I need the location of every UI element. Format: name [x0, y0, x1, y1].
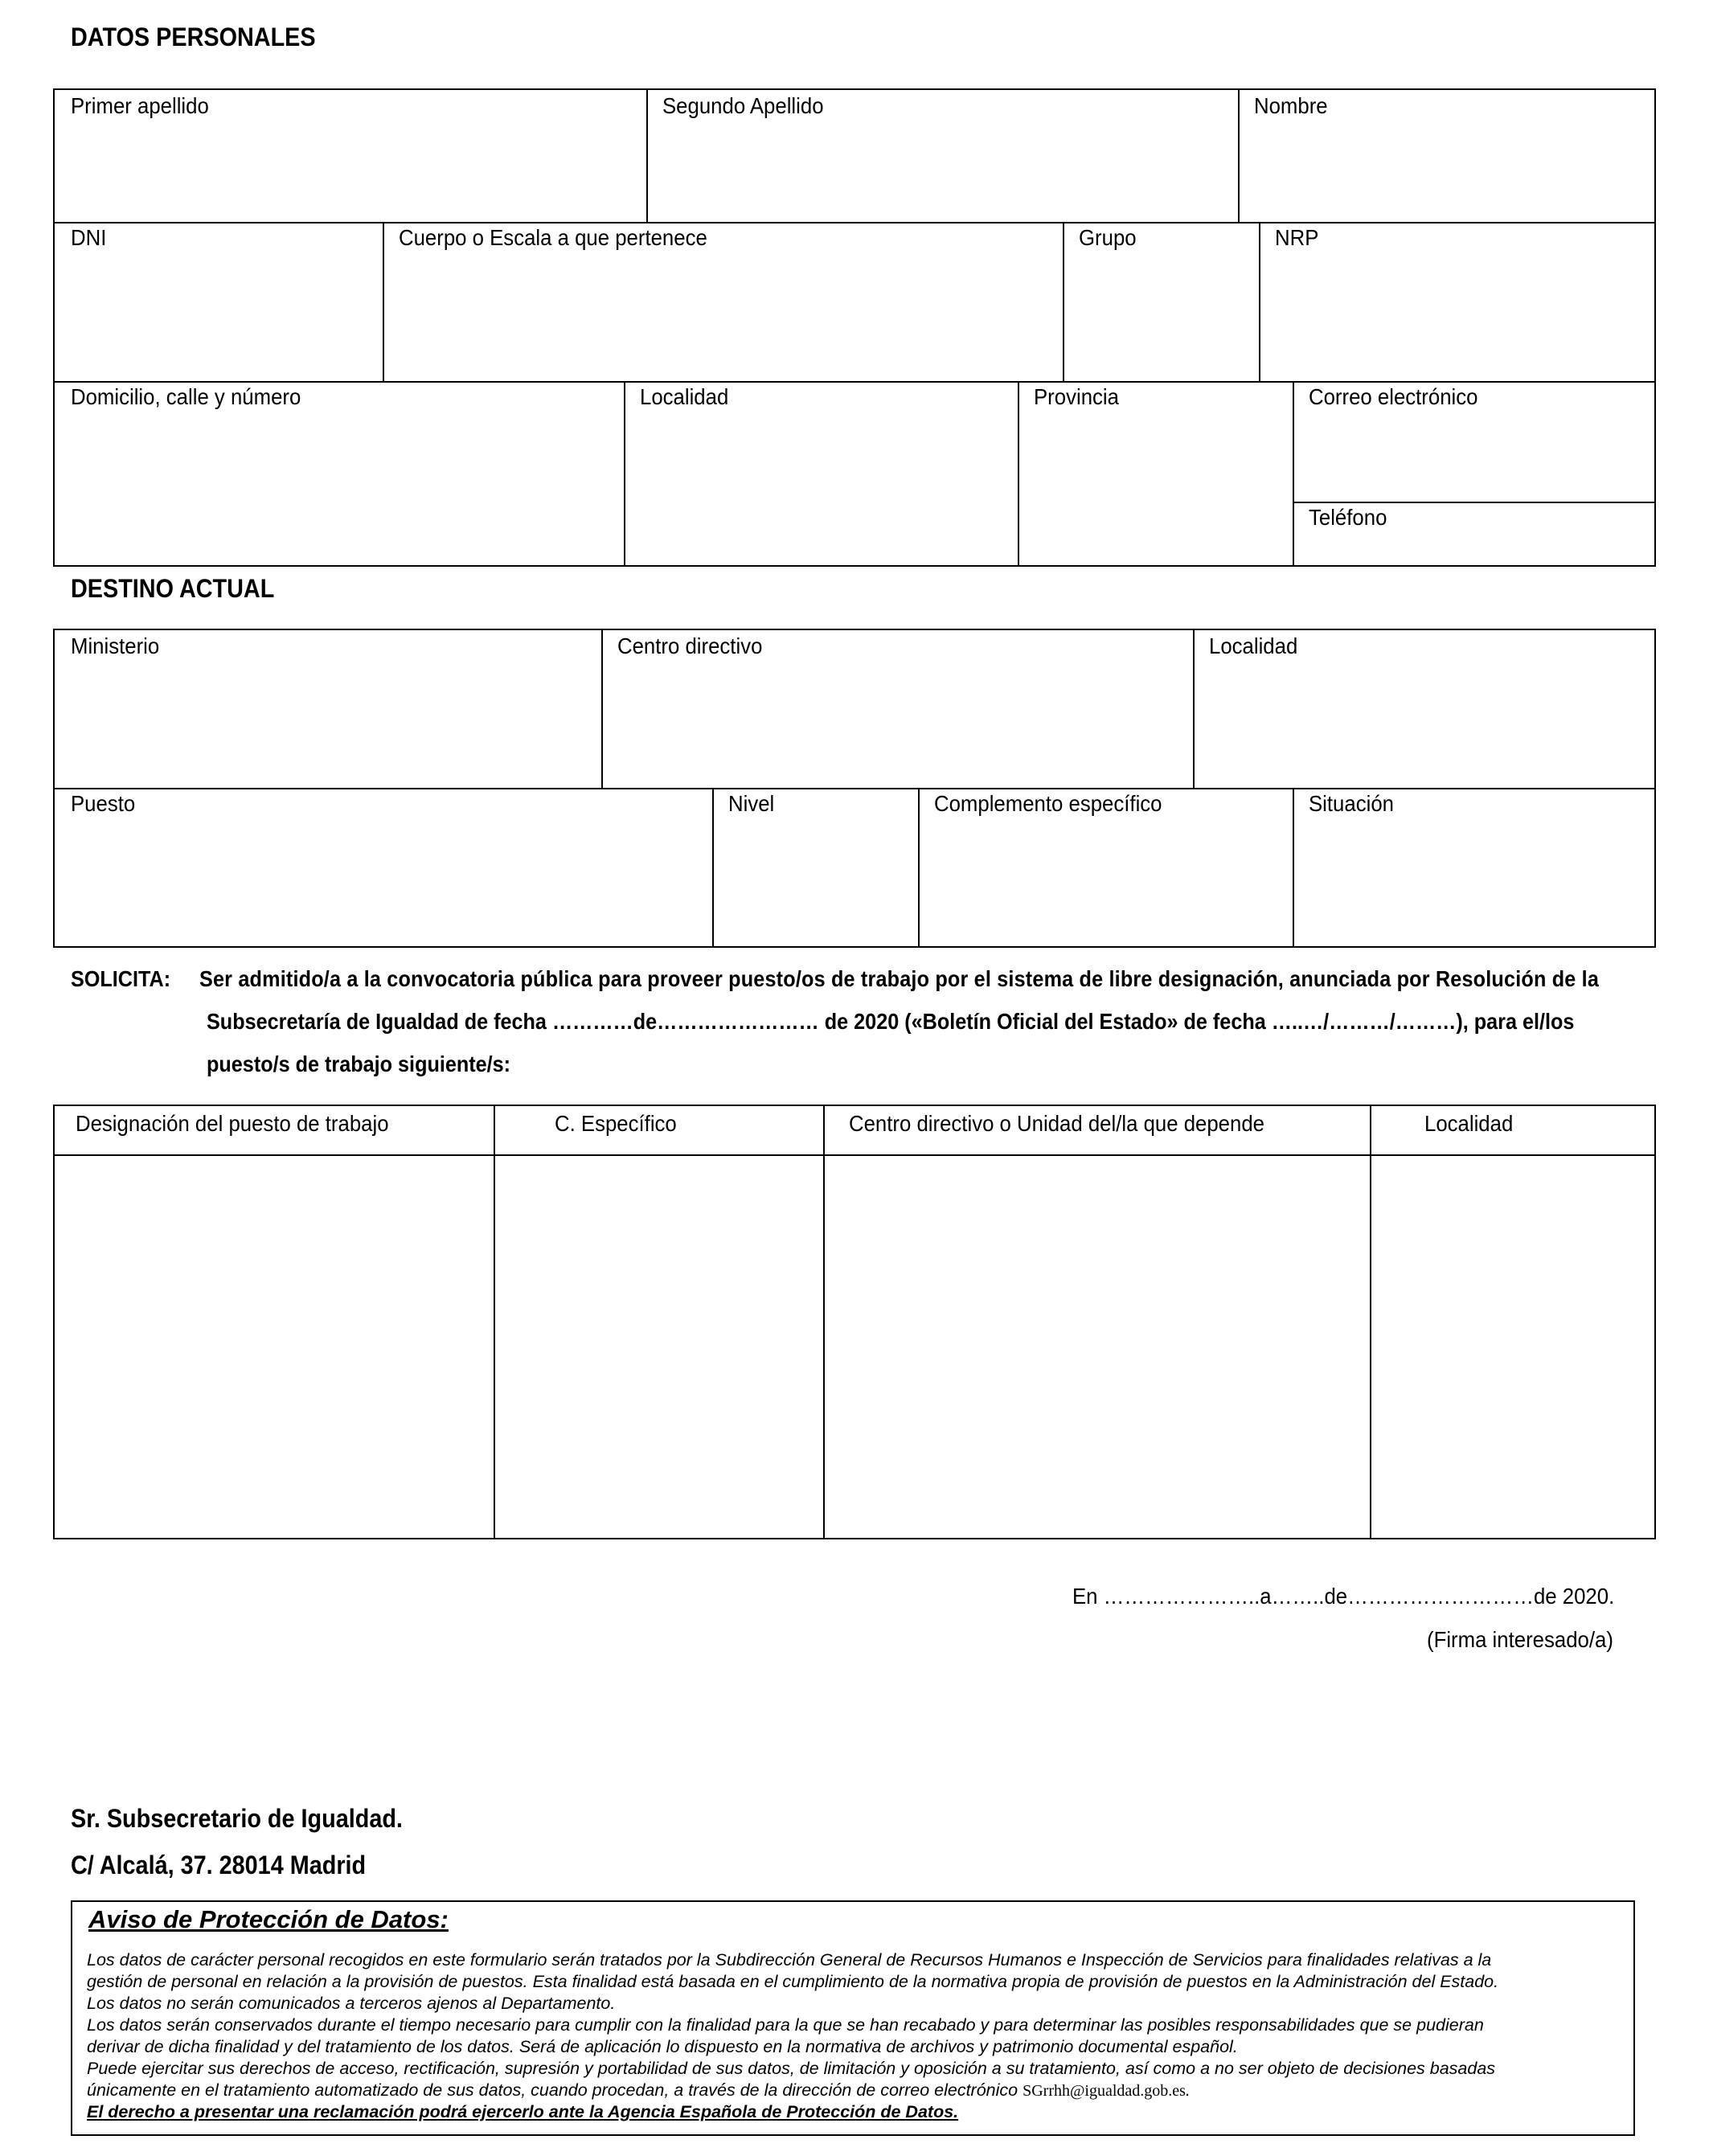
cuerpo-escala-field[interactable] [383, 222, 1063, 381]
puesto-field[interactable] [55, 788, 712, 946]
dni-field[interactable] [55, 222, 383, 381]
field-label-ministerio: Ministerio [71, 633, 160, 658]
privacy-line-3: Los datos no serán comunicados a terceros ajenos al Departamento. [87, 1994, 616, 2013]
field-label-segundo-apellido: Segundo Apellido [662, 93, 824, 118]
grupo-field[interactable] [1063, 222, 1259, 381]
c-especifico-cell[interactable] [494, 1154, 823, 1538]
firma-label: (Firma interesado/a) [1427, 1627, 1613, 1652]
field-label-cuerpo-escala: Cuerpo o Escala a que pertenece [399, 225, 707, 250]
table-header-c-especifico: C. Específico [555, 1111, 677, 1136]
privacy-email-link[interactable]: SGrrhh@igualdad.gob.es [1023, 2082, 1186, 2100]
field-label-primer-apellido: Primer apellido [71, 93, 209, 118]
personal-data-table [53, 88, 1656, 567]
field-label-telefono: Teléfono [1309, 505, 1387, 530]
table-header-localidad: Localidad [1424, 1111, 1514, 1136]
privacy-line-7-text: únicamente en el tratamiento automatizado de sus datos, cuando procedan, a través de la dirección de correo electrónico [87, 2080, 1018, 2100]
privacy-email-suffix: . [1185, 2080, 1191, 2100]
centro-directivo-cell[interactable] [823, 1154, 1370, 1538]
solicita-line-2: Subsecretaría de Igualdad de fecha …………de…………………… de 2020 («Boletín Oficial del Estado» de fecha …..…/………/………), para el/los [207, 1009, 1575, 1034]
situacion-field[interactable] [1293, 788, 1654, 946]
nivel-field[interactable] [712, 788, 918, 946]
field-label-correo: Correo electrónico [1309, 384, 1478, 409]
privacy-line-4: Los datos serán conservados durante el tiempo necesario para cumplir con la finalidad para la que se han recabado y para determinar las posibles responsabilidades que se pudieran [87, 2015, 1484, 2035]
place-date-line: En …………………..a……..de………………………de 2020. [1072, 1584, 1615, 1609]
field-label-situacion: Situación [1309, 791, 1394, 816]
correo-field[interactable] [1293, 381, 1654, 502]
privacy-line-2: gestión de personal en relación a la provisión de puestos. Esta finalidad está basada en el cumplimiento de la normativa propia de provisión de puestos en la Administración del Estado. [87, 1972, 1499, 1991]
positions-table [53, 1105, 1656, 1539]
privacy-last-line: El derecho a presentar una reclamación podrá ejercerlo ante la Agencia Española de Protección de Datos. [87, 2102, 959, 2121]
table-header-centro-directivo: Centro directivo o Unidad del/la que depende [849, 1111, 1264, 1136]
field-label-puesto: Puesto [71, 791, 136, 816]
solicita-label: SOLICITA: [71, 966, 171, 991]
privacy-line-5: derivar de dicha finalidad y del tratamiento de los datos. Será de aplicación lo dispuesto en la normativa de archivos y patrimonio documental español. [87, 2037, 1238, 2056]
destino-localidad-field[interactable] [1193, 630, 1654, 788]
field-label-nrp: NRP [1275, 225, 1319, 250]
privacy-line-1: Los datos de carácter personal recogidos en este formulario serán tratados por la Subdirección General de Recursos Humanos e Inspección de Servicios para finalidades relativas a la [87, 1950, 1492, 1970]
field-label-domicilio: Domicilio, calle y número [71, 384, 301, 409]
segundo-apellido-field[interactable] [646, 90, 1238, 222]
field-label-localidad: Localidad [640, 384, 729, 409]
field-label-nivel: Nivel [728, 791, 775, 816]
ministerio-field[interactable] [55, 630, 601, 788]
field-label-complemento: Complemento específico [934, 791, 1162, 816]
table-header-designacion: Designación del puesto de trabajo [76, 1111, 389, 1136]
centro-directivo-field[interactable] [601, 630, 1193, 788]
field-label-centro-directivo: Centro directivo [617, 633, 763, 658]
solicita-line-1: Ser admitido/a a la convocatoria pública para proveer puesto/os de trabajo por el sistema de libre designación, anunciada por Resolución de la [199, 966, 1600, 991]
field-label-grupo: Grupo [1079, 225, 1137, 250]
nombre-field[interactable] [1238, 90, 1654, 222]
addressee-line-2: C/ Alcalá, 37. 28014 Madrid [71, 1851, 367, 1879]
solicita-line-3: puesto/s de trabajo siguiente/s: [207, 1051, 511, 1076]
primer-apellido-field[interactable] [55, 90, 646, 222]
section-title-datos-personales: DATOS PERSONALES [71, 23, 316, 51]
privacy-line-6: Puede ejercitar sus derechos de acceso, rectificación, supresión y portabilidad de sus datos, de limitación y oposición a su tratamiento, así como a no ser objeto de decisiones basadas [87, 2059, 1496, 2078]
field-label-dni: DNI [71, 225, 107, 250]
section-title-destino-actual: DESTINO ACTUAL [71, 574, 275, 603]
addressee-line-1: Sr. Subsecretario de Igualdad. [71, 1804, 403, 1833]
localidad-cell[interactable] [1370, 1154, 1654, 1538]
designacion-cell[interactable] [55, 1154, 494, 1538]
nrp-field[interactable] [1259, 222, 1654, 381]
privacy-line-7 [87, 2080, 1191, 2101]
field-label-destino-localidad: Localidad [1209, 633, 1298, 658]
complemento-field[interactable] [918, 788, 1293, 946]
localidad-field[interactable] [624, 381, 1018, 565]
field-label-nombre: Nombre [1254, 93, 1328, 118]
privacy-notice-title: Aviso de Protección de Datos: [88, 1905, 449, 1933]
provincia-field[interactable] [1018, 381, 1293, 565]
field-label-provincia: Provincia [1034, 384, 1119, 409]
telefono-field[interactable] [1293, 502, 1654, 565]
domicilio-field[interactable] [55, 381, 624, 565]
destino-table [53, 629, 1656, 948]
